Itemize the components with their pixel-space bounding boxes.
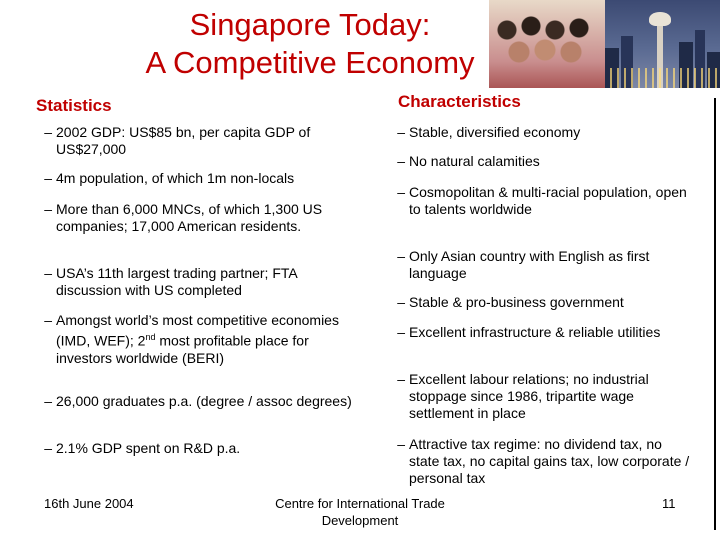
bullet-dash: – [397, 324, 405, 340]
slide-number: 11 [662, 496, 676, 511]
bullet-dash: – [397, 153, 405, 169]
statistics-item-text: 4m population, of which 1m non-locals [56, 170, 295, 186]
characteristics-item [365, 248, 695, 282]
statistics-item-text: 26,000 graduates p.a. (degree / assoc degrees) [56, 393, 352, 409]
characteristics-list [365, 0, 695, 540]
characteristics-item [365, 436, 695, 487]
characteristics-item [365, 324, 695, 341]
ordinal-suffix: nd [145, 332, 156, 342]
statistics-item [12, 393, 362, 410]
statistics-item-text: 2002 GDP: US$85 bn, per capita GDP of US$27,000 [56, 124, 311, 157]
bullet-dash: – [397, 294, 405, 310]
footer-date: 16th June 2004 [44, 496, 134, 511]
bullet-dash: – [44, 440, 52, 456]
statistics-item-text: 2.1% GDP spent on R&D p.a. [56, 440, 241, 456]
statistics-item [12, 201, 362, 235]
statistics-heading: Statistics [36, 96, 112, 115]
right-edge-divider [714, 98, 716, 530]
statistics-item [12, 440, 362, 457]
title-line-1: Singapore Today: [189, 7, 431, 42]
characteristics-item [365, 184, 695, 218]
statistics-item [12, 124, 362, 158]
bullet-dash: – [44, 393, 52, 409]
bullet-dash: – [44, 201, 52, 217]
characteristics-item [365, 124, 695, 141]
statistics-item [12, 170, 362, 187]
characteristics-item [365, 371, 695, 422]
characteristics-item-text: Stable, diversified economy [409, 124, 581, 140]
bullet-dash: – [397, 124, 405, 140]
bullet-dash: – [44, 265, 52, 281]
statistics-item-text [56, 312, 362, 367]
bullet-dash: – [397, 184, 405, 200]
characteristics-item-text: Stable & pro-business government [409, 294, 624, 310]
characteristics-item-text: No natural calamities [409, 153, 540, 169]
footer-organization: Centre for International Trade Development [275, 496, 445, 528]
characteristics-item [365, 294, 695, 311]
bullet-dash: – [44, 124, 52, 140]
characteristics-item-text: Excellent labour relations; no industrial stoppage since 1986, tripartite wage settlement in place [409, 371, 649, 421]
statistics-item-text-part: Amongst world’s most competitive economies (IMD, WEF); 2 [56, 312, 339, 349]
statistics-item-text-part: most profitable place for investors worldwide (BERI) [56, 332, 309, 366]
bullet-dash: – [397, 248, 405, 264]
bullet-dash: – [397, 436, 405, 452]
statistics-item-text: More than 6,000 MNCs, of which 1,300 US companies; 17,000 American residents. [56, 201, 323, 234]
characteristics-heading: Characteristics [398, 92, 521, 111]
characteristics-item [365, 153, 695, 170]
statistics-list [12, 0, 362, 540]
characteristics-item-text: Cosmopolitan & multi-racial population, open to talents worldwide [409, 184, 687, 217]
characteristics-item-text: Excellent infrastructure & reliable utilities [409, 324, 661, 340]
characteristics-item-text: Attractive tax regime: no dividend tax, no state tax, no capital gains tax, low corporate / personal tax [409, 436, 690, 486]
bullet-dash: – [44, 312, 52, 328]
characteristics-item-text: Only Asian country with English as first language [409, 248, 650, 281]
bullet-dash: – [397, 371, 405, 387]
bullet-dash: – [44, 170, 52, 186]
statistics-item-text: USA’s 11th largest trading partner; FTA discussion with US completed [56, 265, 297, 298]
title-line-2: A Competitive Economy [145, 45, 475, 80]
statistics-item [12, 265, 362, 299]
statistics-item [12, 312, 362, 367]
